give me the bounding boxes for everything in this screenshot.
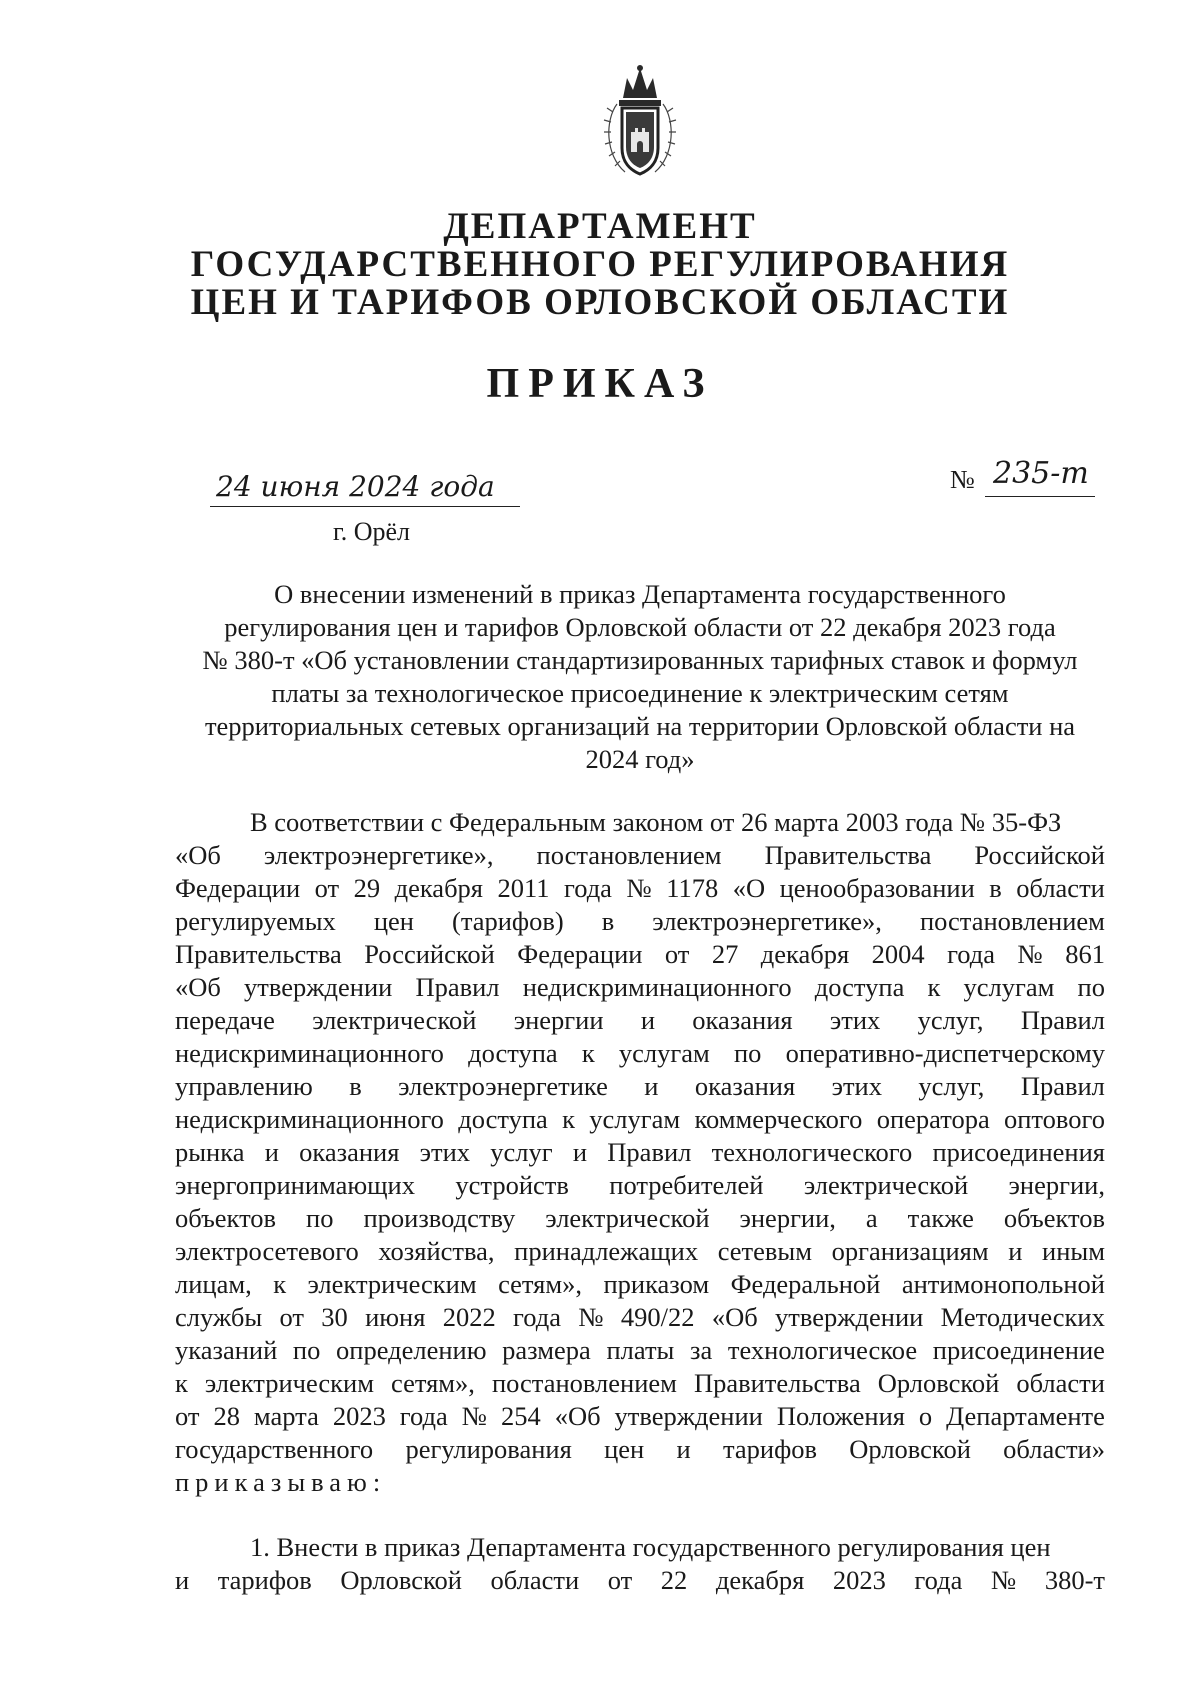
word: «Об: [175, 840, 221, 870]
order-word: приказываю:: [175, 1467, 387, 1497]
word: марта: [253, 1401, 319, 1431]
word: Российской: [364, 939, 495, 969]
word: «О: [732, 873, 766, 903]
word: и: [572, 1137, 588, 1167]
word: Правительства: [175, 939, 342, 969]
word: области»: [1003, 1434, 1105, 1464]
city-label: г. Орёл: [333, 517, 411, 546]
document-type-title: ПРИКАЗ: [486, 361, 714, 407]
word: декабря: [394, 873, 483, 903]
word: платы: [606, 1335, 675, 1365]
word: организациям: [831, 1236, 989, 1266]
word: недискриминационного: [175, 1104, 444, 1134]
word: «Об: [711, 1302, 758, 1332]
word: электросетевого: [175, 1236, 359, 1266]
word: Орловской: [340, 1565, 462, 1595]
word: размера: [502, 1335, 591, 1365]
department-title-line-3: ЦЕН И ТАРИФОВ ОРЛОВСКОЙ ОБЛАСТИ: [190, 282, 1010, 323]
word: энергии,: [1008, 1170, 1105, 1200]
word: иным: [1042, 1236, 1105, 1266]
word: электроэнергетике»,: [263, 840, 494, 870]
word: 490/22: [620, 1302, 695, 1332]
word: антимонопольной: [901, 1269, 1105, 1299]
word: года: [399, 1401, 448, 1431]
word: по: [292, 1335, 321, 1365]
body-line: [175, 971, 1105, 1004]
word: Федерации: [175, 873, 301, 903]
subject-line: платы за технологическое присоединение к электрическим сетям: [271, 678, 1009, 708]
word: электроэнергетике»,: [652, 906, 882, 936]
word: в: [601, 906, 615, 936]
word: 2023: [332, 1401, 386, 1431]
word: сетям»,: [391, 1368, 475, 1398]
word: от: [664, 939, 690, 969]
coat-of-arms-icon: [595, 60, 685, 185]
subject-line: № 380-т «Об установлении стандартизированных тарифных ставок и формул: [202, 645, 1078, 675]
word: Федеральной: [730, 1269, 881, 1299]
word: №: [626, 873, 652, 903]
handwritten-date: 24 июня 2024 года: [216, 470, 495, 503]
department-title-line-1: ДЕПАРТАМЕНТ: [443, 206, 757, 247]
word: доступа: [468, 1038, 558, 1068]
word: государственного: [175, 1434, 374, 1464]
word: электрическим: [204, 1368, 374, 1398]
body-line: [175, 905, 1105, 938]
word: 1178: [666, 873, 719, 903]
word: Правительства: [693, 1368, 861, 1398]
body-line: [175, 1202, 1105, 1235]
word: доступа: [458, 1104, 548, 1134]
body-line: [175, 1235, 1105, 1268]
word: электрическим: [307, 1269, 477, 1299]
word: утверждении: [614, 1401, 763, 1431]
word: электрической: [545, 1203, 710, 1233]
word: 2023: [832, 1565, 886, 1595]
word: оперативно-диспетчерскому: [785, 1038, 1105, 1068]
word: за: [690, 1335, 713, 1365]
word: и: [1008, 1236, 1023, 1266]
word: Федерации: [517, 939, 643, 969]
word: оператора: [876, 1104, 990, 1134]
word: по: [1077, 972, 1105, 1002]
word: регулирования: [405, 1434, 572, 1464]
number-label: №: [950, 465, 975, 494]
order-subject: [175, 578, 1105, 776]
word: этих: [419, 1137, 471, 1167]
body-line: [175, 1433, 1105, 1466]
word: декабря: [715, 1565, 805, 1595]
word: Правил: [607, 1137, 692, 1167]
word: управлению: [175, 1071, 313, 1101]
word: постановлением: [491, 1368, 677, 1398]
word: энергии: [513, 1005, 604, 1035]
word: №: [578, 1302, 604, 1332]
word: 254: [500, 1401, 541, 1431]
number-field: [985, 456, 1095, 497]
body-line: [175, 938, 1105, 971]
word: по: [306, 1203, 334, 1233]
word: Орловской: [849, 1434, 971, 1464]
word: года: [914, 1565, 963, 1595]
word: электроэнергетике: [398, 1071, 608, 1101]
word: к: [562, 1104, 575, 1134]
word: принадлежащих: [514, 1236, 699, 1266]
subject-line: О внесении изменений в приказ Департамента государственного: [274, 579, 1006, 609]
body-line: В соответствии с Федеральным законом от 26 марта 2003 года № 35-ФЗ: [250, 807, 1062, 837]
word: №: [461, 1401, 487, 1431]
word: доступа: [814, 972, 905, 1002]
word: к: [581, 1038, 595, 1068]
word: хозяйства,: [378, 1236, 495, 1266]
body-line: [175, 1400, 1105, 1433]
word: определению: [336, 1335, 487, 1365]
body-line: [175, 1334, 1105, 1367]
word: передаче: [175, 1005, 275, 1035]
word: услуг,: [918, 1071, 985, 1101]
word: электрической: [312, 1005, 477, 1035]
word: электрической: [803, 1170, 969, 1200]
word: и: [264, 1137, 279, 1167]
word: (тарифов): [452, 906, 564, 936]
word: сетям»,: [498, 1269, 582, 1299]
word: Правил: [1020, 1071, 1105, 1101]
word: оптового: [1004, 1104, 1105, 1134]
word: Методических: [940, 1302, 1105, 1332]
item-line: [175, 1564, 1105, 1597]
word: этих: [831, 1071, 882, 1101]
word: ценообразовании: [779, 873, 975, 903]
word: в: [349, 1071, 362, 1101]
word: к: [927, 972, 941, 1002]
word: 30: [321, 1302, 348, 1332]
word: 2004: [871, 939, 925, 969]
body-line: [175, 1301, 1105, 1334]
word: 2022: [442, 1302, 496, 1332]
word: года: [513, 1302, 561, 1332]
word: приказом: [603, 1269, 710, 1299]
word: этих: [829, 1005, 881, 1035]
word: постановлением: [536, 840, 722, 870]
body-line: [175, 1367, 1105, 1400]
word: сетевым: [717, 1236, 812, 1266]
word: области: [1016, 873, 1105, 903]
word: тарифов: [722, 1434, 817, 1464]
body-line: [175, 1004, 1105, 1037]
word: от: [607, 1565, 633, 1595]
word: Правил: [415, 972, 500, 1002]
word: 27: [711, 939, 739, 969]
body-line: [175, 839, 1105, 872]
word: по: [733, 1038, 762, 1068]
word: о: [918, 1401, 933, 1431]
word: области: [490, 1565, 580, 1595]
word: Правительства: [764, 840, 932, 870]
word: регулируемых: [175, 906, 336, 936]
word: службы: [175, 1302, 263, 1332]
word: также: [907, 1203, 974, 1233]
word: года: [564, 873, 612, 903]
word: лицам,: [175, 1269, 252, 1299]
word: области: [1016, 1368, 1105, 1398]
word: оказания: [694, 1071, 796, 1101]
subject-line: 2024 год»: [585, 744, 695, 774]
word: присоединения: [932, 1137, 1105, 1167]
word: Орловской: [877, 1368, 1000, 1398]
word: и: [644, 1071, 659, 1101]
word: 22: [660, 1565, 688, 1595]
word: цен: [604, 1434, 645, 1464]
word: 861: [1065, 939, 1105, 969]
subject-line: территориальных сетевых организаций на территории Орловской области на: [204, 711, 1076, 741]
date-field: [210, 470, 520, 507]
word: оказания: [299, 1137, 400, 1167]
word: а: [865, 1203, 878, 1233]
word: от: [175, 1401, 200, 1431]
word: июня: [365, 1302, 426, 1332]
word: устройств: [455, 1170, 569, 1200]
word: к: [175, 1368, 188, 1398]
word: услуг,: [917, 1005, 984, 1035]
word: услугам: [618, 1038, 710, 1068]
handwritten-number: 235-т: [993, 456, 1089, 491]
word: услугам: [589, 1104, 681, 1134]
word: рынка: [175, 1137, 245, 1167]
word: цен: [373, 906, 414, 936]
word: от: [314, 873, 340, 903]
word: в: [989, 873, 1002, 903]
item-line: 1. Внести в приказ Департамента государственного регулирования цен: [250, 1532, 1051, 1562]
body-line: [175, 872, 1105, 905]
word: недискриминационного: [175, 1038, 444, 1068]
word: №: [990, 1565, 1017, 1595]
word: услугам: [963, 972, 1055, 1002]
body-line: [175, 1070, 1105, 1103]
word: энергопринимающих: [175, 1170, 415, 1200]
word: услуг: [490, 1137, 553, 1167]
word: «Об: [175, 972, 221, 1002]
department-title-line-2: ГОСУДАРСТВЕННОГО РЕГУЛИРОВАНИЯ: [190, 244, 1010, 285]
word: к: [273, 1269, 287, 1299]
body-line: [175, 1169, 1105, 1202]
word: от: [279, 1302, 304, 1332]
word: 29: [353, 873, 381, 903]
word: присоединение: [932, 1335, 1105, 1365]
word: указаний: [175, 1335, 278, 1365]
body-line: [175, 1136, 1105, 1169]
word: 380-т: [1044, 1565, 1105, 1595]
word: объектов: [175, 1203, 277, 1233]
word: Положения: [776, 1401, 905, 1431]
word: и: [640, 1005, 655, 1035]
body-line: [175, 1268, 1105, 1301]
word: и: [676, 1434, 691, 1464]
word: технологического: [711, 1137, 913, 1167]
word: года: [947, 939, 996, 969]
word: 2011: [497, 873, 550, 903]
subject-line: регулирования цен и тарифов Орловской области от 22 декабря 2023 года: [224, 612, 1056, 642]
word: 28: [213, 1401, 240, 1431]
word: тарифов: [217, 1565, 312, 1595]
word: технологическое: [727, 1335, 918, 1365]
word: объектов: [1003, 1203, 1105, 1233]
word: утверждении: [244, 972, 393, 1002]
word: «Об: [554, 1401, 601, 1431]
word: недискриминационного: [522, 972, 792, 1002]
word: коммерческого: [694, 1104, 863, 1134]
word: Департаменте: [946, 1401, 1105, 1431]
word: Правил: [1020, 1005, 1105, 1035]
word: энергии,: [739, 1203, 836, 1233]
body-line: [175, 1037, 1105, 1070]
word: постановлением: [919, 906, 1105, 936]
word: потребителей: [609, 1170, 764, 1200]
word: и: [175, 1565, 190, 1595]
word: утверждении: [775, 1302, 924, 1332]
word: декабря: [760, 939, 850, 969]
word: №: [1017, 939, 1043, 969]
word: Российской: [974, 840, 1105, 870]
body-line: [175, 1103, 1105, 1136]
word: производству: [363, 1203, 516, 1233]
word: оказания: [692, 1005, 793, 1035]
